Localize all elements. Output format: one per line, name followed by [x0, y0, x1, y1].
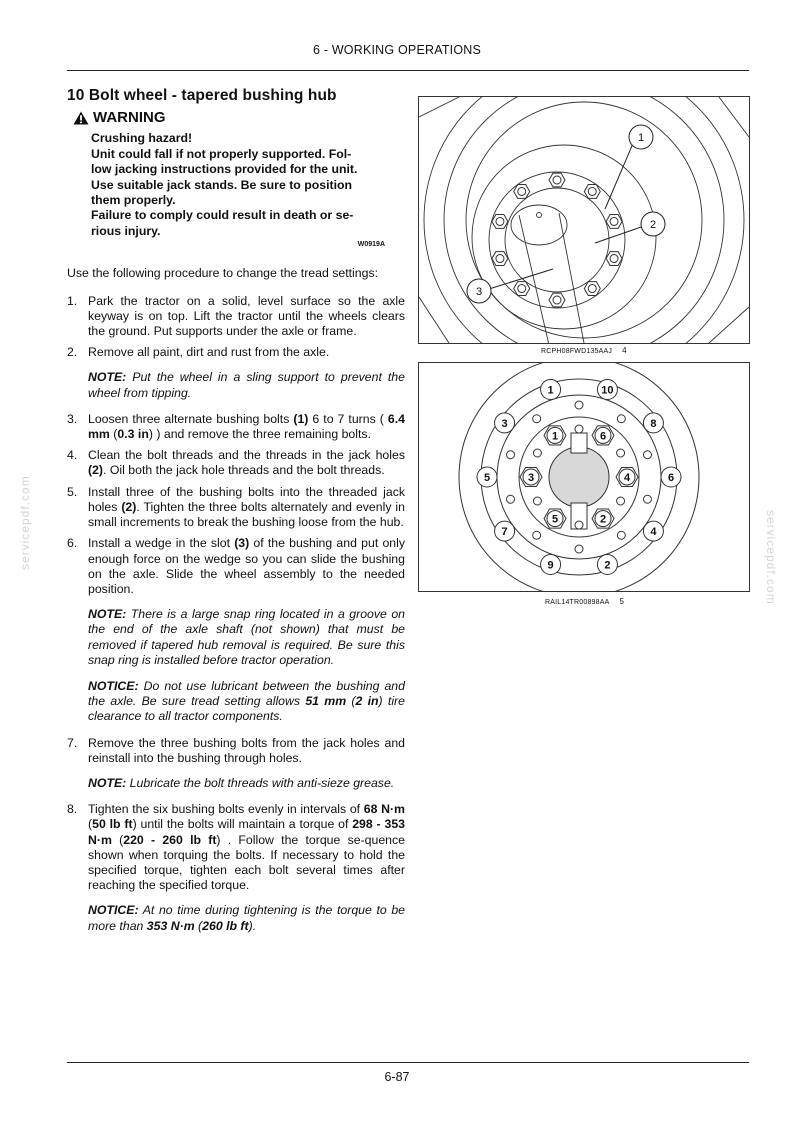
outer-bolt-label: 9 — [547, 559, 554, 572]
notice — [88, 903, 405, 933]
figure-number: 4 — [622, 346, 627, 355]
section-title: 10 Bolt wheel - tapered bushing hub — [67, 87, 337, 104]
warning-line: Failure to comply could result in death or se- — [91, 208, 354, 223]
notice — [88, 679, 405, 725]
hub-bolt — [492, 215, 508, 229]
outer-bolt-2 — [597, 554, 617, 574]
measurement: 51 mm — [305, 694, 347, 709]
callout-ref: (2) — [121, 499, 137, 514]
callout-ref: (3) — [234, 536, 250, 551]
figure-torque-sequence — [418, 362, 750, 592]
procedure-step — [67, 345, 405, 360]
callout-1: 1 — [637, 132, 645, 144]
torque-value: 353 N·m — [146, 918, 195, 933]
outer-bolt-label: 7 — [501, 526, 508, 539]
warning-line: Unit could fall if not properly supported. Fol- — [91, 146, 352, 161]
text-run: ( — [111, 832, 124, 847]
torque-value: 68 N·m — [363, 802, 405, 817]
step-number: 4. — [67, 448, 78, 463]
page-header-title: 6 - WORKING OPERATIONS — [312, 43, 482, 57]
outer-bolt-8 — [643, 413, 663, 433]
step-number: 3. — [67, 411, 78, 426]
torque-value: 298 - 353 N·m — [88, 817, 405, 847]
procedure-step — [67, 536, 405, 597]
step-text — [88, 485, 405, 531]
notice-label: NOTICE: — [88, 903, 139, 918]
inner-bolt-label: 3 — [527, 472, 535, 484]
note-label: NOTE: — [88, 370, 127, 385]
figure-4-caption — [541, 346, 627, 355]
step-number: 6. — [67, 536, 78, 551]
torque-value: 220 - 260 lb ft — [123, 832, 217, 847]
callout-2: 2 — [649, 219, 657, 231]
page-number: 6-87 — [384, 1070, 410, 1084]
wheel-hub-drawing — [419, 97, 749, 343]
warning-line: rious injury. — [91, 223, 161, 238]
hub-bolt — [549, 173, 565, 187]
inner-bolt-label: 5 — [551, 513, 559, 526]
step-text — [88, 448, 405, 478]
text-run: Install a wedge in the slot — [88, 536, 235, 551]
inner-bolt-label: 6 — [599, 430, 607, 443]
step-text — [88, 802, 405, 893]
outer-bolt-7 — [495, 521, 515, 541]
inner-bolt-3 — [520, 468, 542, 487]
step-text — [88, 536, 405, 597]
flange-hole — [533, 415, 541, 423]
step-text: Remove the three bushing bolts from the jack holes and reinstall into the bushing through holes. — [88, 735, 405, 765]
header-rule — [67, 70, 749, 71]
text-run: Loosen three alternate bushing bolts — [88, 411, 294, 426]
flange-hole — [617, 415, 625, 423]
outer-bolt-label: 2 — [604, 559, 611, 572]
text-run: 6 to 7 turns ( — [308, 411, 388, 426]
text-run: ( — [346, 694, 356, 709]
torque-value: 260 lb ft — [202, 918, 249, 933]
warning-body — [91, 131, 405, 239]
text-run: At no time during tightening is the torque to be more than — [88, 903, 405, 933]
outer-bolt-label: 8 — [650, 417, 657, 430]
figure-5-caption — [545, 597, 624, 606]
outer-bolt-9 — [541, 554, 561, 574]
torque-value: 50 lb ft — [92, 817, 133, 832]
hub-bolt — [514, 282, 530, 296]
note — [88, 607, 405, 668]
inner-bolt-4 — [616, 468, 638, 487]
procedure-step — [67, 448, 405, 478]
jack-hole — [533, 449, 541, 457]
jack-hole — [617, 497, 625, 505]
callout-ref: (2) — [88, 463, 104, 478]
text-run: of the bushing and put only enough force on the wedge so you can slide the bushing on the axle. Slide the wheel assembly to the needed position. — [88, 536, 405, 596]
outer-bolt-6 — [661, 467, 681, 487]
procedure-step — [67, 736, 405, 766]
step-number: 8. — [67, 802, 78, 817]
footer-rule — [67, 1062, 749, 1063]
callout-3: 3 — [475, 286, 483, 298]
outer-bolt-label: 3 — [501, 417, 508, 430]
outer-bolt-5 — [477, 467, 497, 487]
watermark-right: servicepdf.com — [764, 510, 778, 605]
outer-bolt-label: 1 — [547, 384, 554, 397]
note — [88, 370, 405, 400]
text-run: ) tire clearance to all tractor components. — [88, 694, 405, 724]
warning-heading — [73, 110, 405, 125]
text-run: Install three of the bushing bolts into the threaded jack holes — [88, 484, 405, 514]
note-label: NOTE: — [88, 775, 127, 790]
flange-hole — [575, 401, 583, 409]
text-run: ( — [109, 427, 118, 442]
text-run: . Oil both the jack hole threads and the bolt threads. — [103, 463, 385, 478]
figure-code: RAIL14TR00898AA — [545, 599, 610, 606]
flange-hole — [617, 531, 625, 539]
text-run: ) until the bolts will maintain a torque of — [132, 817, 353, 832]
warning-label: WARNING — [93, 109, 166, 127]
text-run: ). — [248, 918, 257, 933]
outer-bolt-label: 4 — [650, 526, 657, 539]
flange-hole — [643, 451, 651, 459]
callout-ref: (1) — [293, 411, 309, 426]
outer-bolt-label: 10 — [601, 384, 614, 397]
text-run: Clean the bolt threads and the threads in the jack holes — [88, 448, 405, 463]
outer-bolt-4 — [643, 521, 663, 541]
outer-bolt-3 — [495, 413, 515, 433]
outer-bolt-1 — [541, 380, 561, 400]
text-run: ) . Follow the torque se-quence shown when torquing the bolts. If necessary to hold the specified torque, tighten each bolt several times after reaching the specified torque. — [88, 832, 405, 893]
notice-label: NOTICE: — [88, 678, 139, 693]
hub-bolt — [514, 185, 530, 199]
inner-bolt-label: 4 — [623, 472, 631, 484]
note — [88, 776, 405, 791]
hub-bolt — [584, 282, 600, 296]
inner-bolt-label: 1 — [551, 430, 559, 443]
procedure-step — [67, 412, 405, 442]
jack-hole — [617, 449, 625, 457]
outer-bolt-label: 6 — [667, 472, 675, 484]
text-run: ( — [194, 918, 203, 933]
measurement: 0.3 in — [117, 427, 149, 442]
flange-hole — [533, 531, 541, 539]
measurement: 2 in — [355, 694, 379, 709]
jack-hole — [575, 521, 583, 529]
warning-line: low jacking instructions provided for the unit. — [91, 162, 358, 177]
step-number: 7. — [67, 735, 78, 750]
figure-wheel-hub-illustration — [418, 96, 750, 344]
jack-hole — [575, 425, 583, 433]
step-text: Remove all paint, dirt and rust from the axle. — [88, 345, 330, 360]
hub-bolt — [606, 215, 622, 229]
step-number: 1. — [67, 293, 78, 308]
inner-bolt-2 — [592, 509, 614, 528]
figure-code: RCPH08FWD135AAJ — [541, 348, 613, 355]
warning-line: Use suitable jack stands. Be sure to position — [91, 177, 353, 192]
warning-code: W0919A — [357, 241, 385, 249]
hub-bolt — [492, 252, 508, 266]
flange-hole — [643, 495, 651, 503]
flange-hole — [575, 545, 583, 553]
hub-bolt — [584, 185, 600, 199]
procedure-step — [67, 294, 405, 340]
text-run: Tighten the six bushing bolts evenly in intervals of — [88, 802, 364, 817]
hub-bolt — [606, 252, 622, 266]
warning-line: them properly. — [91, 193, 176, 208]
outer-bolt-10 — [597, 380, 617, 400]
step-number: 2. — [67, 345, 78, 360]
procedure-step — [67, 802, 405, 893]
text-run: ) ) and remove the three remaining bolts. — [148, 427, 371, 442]
step-number: 5. — [67, 484, 78, 499]
flange-hole — [507, 495, 515, 503]
hub-bolt — [549, 293, 565, 307]
note-text: Put the wheel in a sling support to prevent the wheel from tipping. — [88, 370, 405, 400]
text-run: Do not use lubricant between the bushing and the axle. Be sure tread setting allows — [88, 678, 405, 709]
note-label: NOTE: — [88, 607, 127, 622]
note-text: Lubricate the bolt threads with anti-sieze grease. — [126, 775, 395, 790]
outer-bolt-label: 5 — [483, 472, 491, 484]
text-column — [67, 88, 405, 945]
inner-bolt-1 — [544, 426, 566, 445]
note-text: There is a large snap ring located in a groove on the end of the axle shaft (not shown) that must be removed if tapered hub removal is required. Be sure this snap ring is installed before tractor operation. — [88, 607, 405, 667]
measurement: 6.4 mm — [88, 411, 405, 442]
inner-bolt-6 — [592, 426, 614, 445]
procedure-step — [67, 485, 405, 531]
text-run: ( — [88, 817, 93, 832]
jack-hole — [533, 497, 541, 505]
inner-bolt-label: 2 — [599, 513, 607, 526]
warning-line: Crushing hazard! — [91, 131, 193, 146]
watermark-left: servicepdf.com — [18, 475, 32, 570]
torque-sequence-drawing — [419, 363, 749, 591]
step-text: Park the tractor on a solid, level surface so the axle keyway is on top. Lift the tractor until the wheels clears the ground. Put supports under the axle or frame. — [88, 293, 405, 339]
intro-text: Use the following procedure to change the tread settings: — [67, 266, 379, 281]
text-run: . Tighten the three bolts alternately and evenly in small increments to break the bushing loose from the hub. — [88, 499, 405, 530]
warning-triangle-icon — [73, 111, 89, 125]
inner-bolt-5 — [544, 509, 566, 528]
figure-number: 5 — [619, 597, 625, 606]
step-text — [88, 412, 405, 442]
flange-hole — [507, 451, 515, 459]
